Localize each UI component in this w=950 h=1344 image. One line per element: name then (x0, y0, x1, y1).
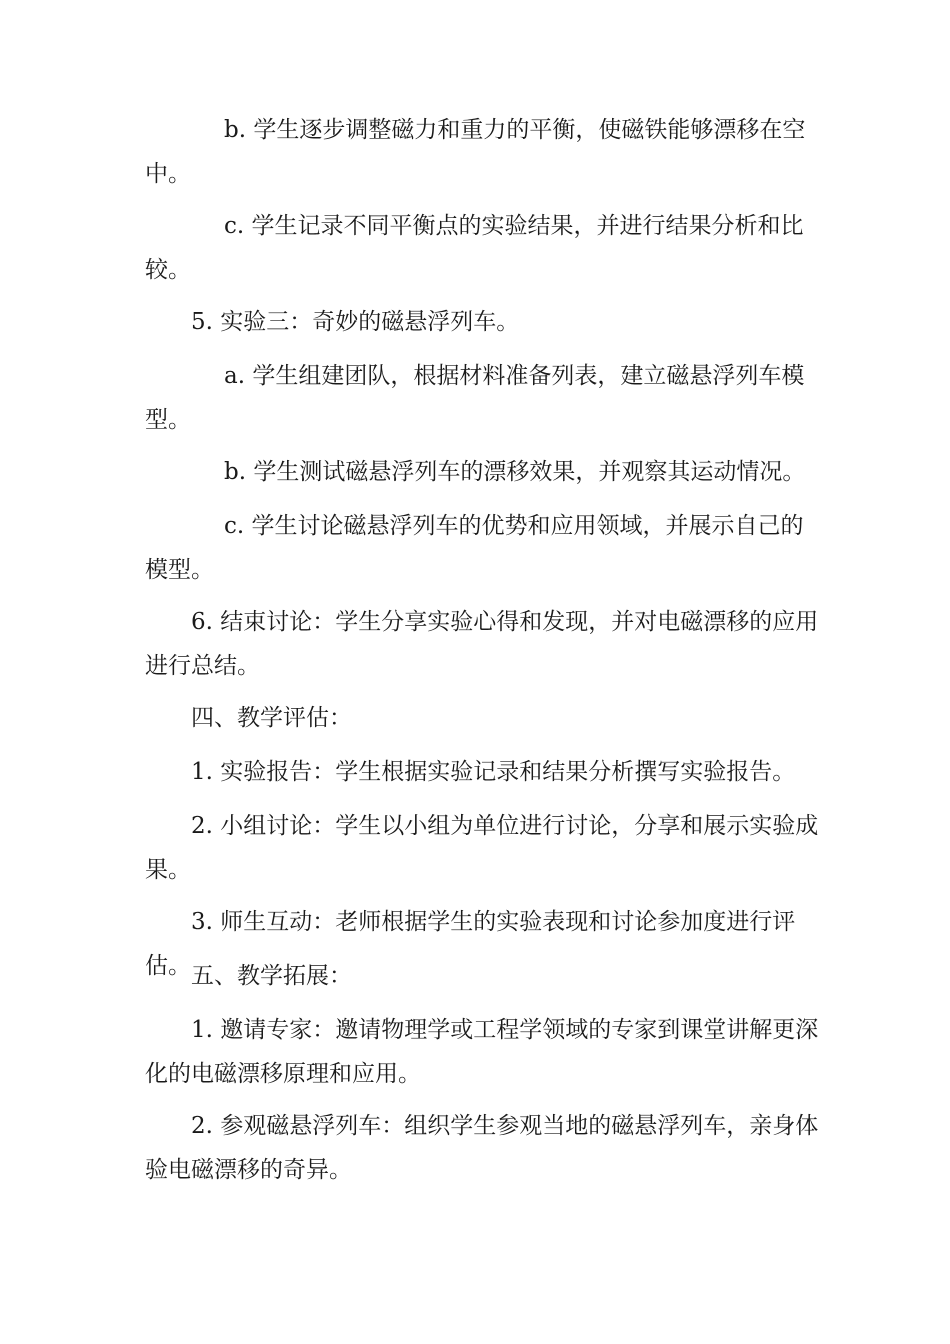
paragraph-visit-maglev: 2. 参观磁悬浮列车：组织学生参观当地的磁悬浮列车，亲身体验电磁漂移的奇异。 (145, 1113, 819, 1183)
paragraph-closing-discussion: 6. 结束讨论：学生分享实验心得和发现，并对电磁漂移的应用进行总结。 (145, 609, 819, 679)
paragraph-step-c-discuss: c. 学生讨论磁悬浮列车的优势和应用领域，并展示自己的模型。 (145, 513, 804, 583)
paragraph-group-discussion: 2. 小组讨论：学生以小组为单位进行讨论，分享和展示实验成果。 (145, 813, 819, 883)
section-heading-extension: 五、教学拓展： (191, 963, 352, 989)
section-heading-evaluation: 四、教学评估： (191, 705, 352, 731)
paragraph-lab-report: 1. 实验报告：学生根据实验记录和结果分析撰写实验报告。 (191, 759, 796, 785)
paragraph-step-a-team: a. 学生组建团队，根据材料准备列表，建立磁悬浮列车模型。 (145, 363, 805, 433)
paragraph-teacher-interaction: 3. 师生互动：老师根据学生的实验表现和讨论参加度进行评估。 (145, 909, 796, 979)
paragraph-step-b-test: b. 学生测试磁悬浮列车的漂移效果，并观察其运动情况。 (224, 459, 806, 485)
paragraph-experiment-three: 5. 实验三：奇妙的磁悬浮列车。 (191, 309, 520, 335)
paragraph-step-b-balance: b. 学生逐步调整磁力和重力的平衡，使磁铁能够漂移在空中。 (145, 117, 806, 187)
paragraph-invite-experts: 1. 邀请专家：邀请物理学或工程学领域的专家到课堂讲解更深化的电磁漂移原理和应用。 (145, 1017, 819, 1087)
paragraph-step-c-record: c. 学生记录不同平衡点的实验结果，并进行结果分析和比较。 (145, 213, 804, 283)
